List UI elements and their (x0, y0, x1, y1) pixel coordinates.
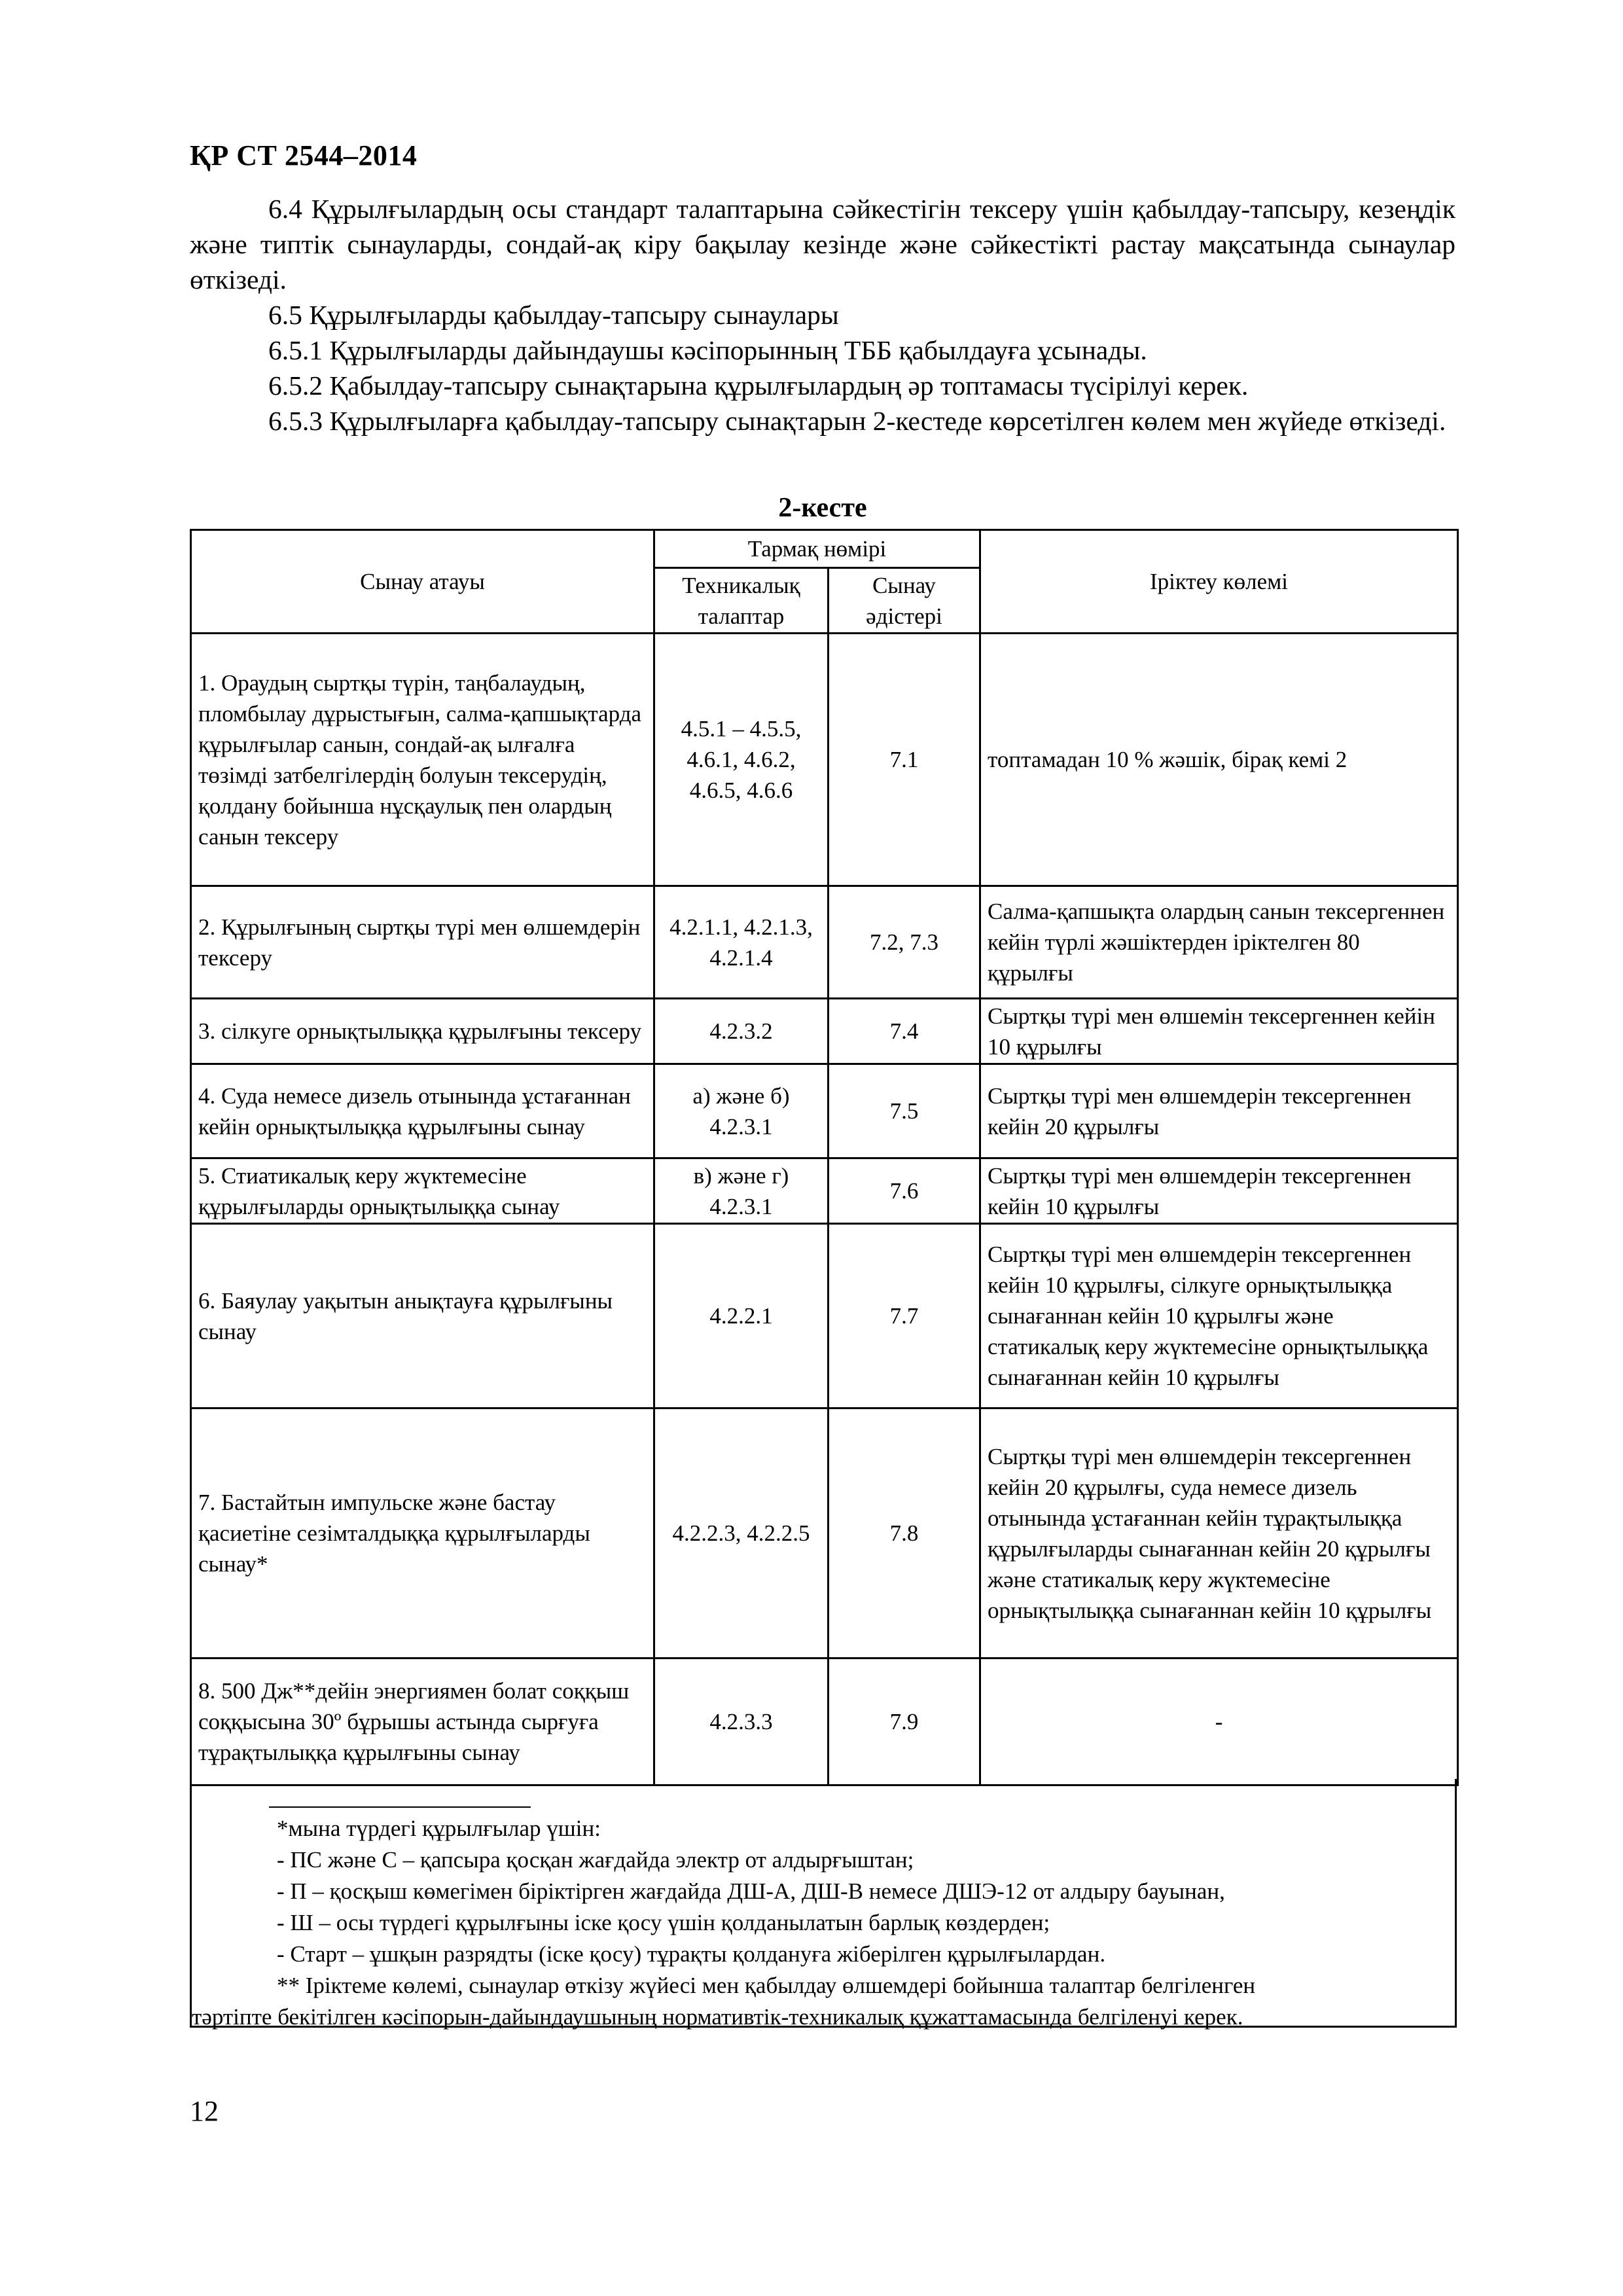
table-header-row (191, 530, 1458, 568)
paragraph: 6.5 Құрылғыларды қабылдау-тапсыру сынаулары (268, 300, 839, 330)
cell-method: 7.8 (829, 1408, 980, 1659)
cell-method: 7.6 (829, 1158, 980, 1224)
table-row (191, 1408, 1458, 1659)
document-header: ҚР СТ 2544–2014 (190, 139, 418, 171)
paragraph: 6.5.2 Қабылдау-тапсыру сынақтарына құрылғылардың әр топтамасы түсірілуі керек. (268, 370, 1249, 401)
header-clause-number: Тармақ нөмірі (654, 530, 980, 568)
cell-test-name: 1. Ораудың сыртқы түрін, таңбалаудың, пломбылау дұрыстығын, салма-қапшықтарда құрылғылар санын, сондай-ақ ылғалға төзімді затбелгілердің болуын тексерудің, қолдану бойынша нұсқаулық пен олардың санын тексеру (191, 634, 654, 886)
note-line: - ПС және С – қапсыра қосқан жағдайда электр от алдырғыштан; (277, 1847, 914, 1873)
cell-tech: 4.2.3.2 (654, 999, 829, 1064)
footnote-start: ** Іріктеме көлемі, сынаулар өткізу жүйесі мен қабылдау өлшемдері бойынша талаптар белгіленген (277, 1973, 1256, 1998)
body-text (190, 191, 1455, 439)
paragraph: 6.4 Құрылғылардың осы стандарт талаптарына сәйкестігін тексеру үшін қабылдау-тапсыру, кезеңдік және типтік сынауларды, сондай-ақ кіру бақылау кезінде және сәйкестікті растау мақсатында сынаулар өткізеді. (190, 194, 1455, 295)
cell-method: 7.5 (829, 1064, 980, 1158)
cell-test-name: 2. Құрылғының сыртқы түрі мен өлшемдерін тексеру (191, 886, 654, 999)
cell-tech: 4.2.2.1 (654, 1224, 829, 1408)
cell-sample: Сыртқы түрі мен өлшемдерін тексергеннен кейін 20 құрылғы, суда немесе дизель отынында ұстағаннан кейін тұрақтылыққа құрылғыларды сынағаннан кейін 20 құрылғы және статикалық керу жүктемесіне орнықтылыққа сынағаннан кейін 10 құрылғы (980, 1408, 1458, 1659)
cell-sample: Сыртқы түрі мен өлшемдерін тексергеннен кейін 10 құрылғы (980, 1158, 1458, 1224)
note-line: - Старт – ұшқын разрядты (іске қосу) тұрақты қолдануға жіберілген құрылғылардан. (277, 1941, 1106, 1967)
cell-test-name: 4. Суда немесе дизель отынында ұстағаннан кейін орнықтылыққа құрылғыны сынау (191, 1064, 654, 1158)
cell-method: 7.1 (829, 634, 980, 886)
cell-sample: топтамадан 10 % жәшік, бірақ кемі 2 (980, 634, 1458, 886)
header-test-methods: Сынау әдістері (829, 568, 980, 634)
cell-sample: Сыртқы түрі мен өлшемдерін тексергеннен кейін 20 құрылғы (980, 1064, 1458, 1158)
note-line: - П – қосқыш көмегімен біріктірген жағдайда ДШ-А, ДШ-В немесе ДШЭ-12 от алдыру бауынан, (277, 1878, 1225, 1904)
cell-test-name: 6. Баяулау уақытын анықтауға құрылғыны сынау (191, 1224, 654, 1408)
cell-method: 7.2, 7.3 (829, 886, 980, 999)
table-title: 2-кесте (778, 493, 867, 523)
cell-method: 7.9 (829, 1659, 980, 1785)
note-line: *мына түрдегі құрылғылар үшін: (277, 1816, 601, 1841)
header-tech-requirements: Техникалық талаптар (654, 568, 829, 634)
cell-sample: Салма-қапшықта олардың санын тексергеннен кейін түрлі жәшіктерден іріктелген 80 құрылғы (980, 886, 1458, 999)
cell-test-name: 3. сілкуге орнықтылыққа құрылғыны тексеру (191, 999, 654, 1064)
cell-tech: 4.2.3.3 (654, 1659, 829, 1785)
test-table (190, 529, 1459, 1786)
cell-sample: Сыртқы түрі мен өлшемін тексергеннен кейін 10 құрылғы (980, 999, 1458, 1064)
table-row (191, 1158, 1458, 1224)
footnote-end: тәртіпте бекітілген кәсіпорын-дайындаушының нормативтік-техникалық құжаттамасында белгіленуі керек. (192, 2004, 1243, 2030)
footnote-divider (269, 1806, 531, 1808)
cell-test-name: 8. 500 Дж**дейін энергиямен болат соққыш соққысына 30º бұрышы астында сырғуға тұрақтылыққа құрылғыны сынау (191, 1659, 654, 1785)
table-row (191, 999, 1458, 1064)
cell-method: 7.4 (829, 999, 980, 1064)
table-row (191, 1224, 1458, 1408)
cell-tech: 4.5.1 – 4.5.5, 4.6.1, 4.6.2, 4.6.5, 4.6.6 (654, 634, 829, 886)
cell-tech: в) және г) 4.2.3.1 (654, 1158, 829, 1224)
paragraph: 6.5.1 Құрылғыларды дайындаушы кәсіпорынның ТББ қабылдауға ұсынады. (268, 335, 1147, 365)
table-row (191, 634, 1458, 886)
table-notes (190, 1779, 1457, 2028)
cell-test-name: 7. Бастайтын импульске және бастау қасиетіне сезімталдыққа құрылғыларды сынау* (191, 1408, 654, 1659)
header-test-name: Сынау атауы (191, 530, 654, 634)
cell-tech: 4.2.1.1, 4.2.1.3, 4.2.1.4 (654, 886, 829, 999)
table-row (191, 1064, 1458, 1158)
cell-sample: Сыртқы түрі мен өлшемдерін тексергеннен кейін 10 құрылғы, сілкуге орнықтылыққа сынағаннан кейін 10 құрылғы және статикалық керу жүктемесіне орнықтылыққа сынағаннан кейін 10 құрылғы (980, 1224, 1458, 1408)
table-row (191, 1659, 1458, 1785)
cell-tech: 4.2.2.3, 4.2.2.5 (654, 1408, 829, 1659)
cell-sample: - (980, 1659, 1458, 1785)
cell-method: 7.7 (829, 1224, 980, 1408)
page-number: 12 (190, 2095, 219, 2127)
cell-test-name: 5. Стиатикалық керу жүктемесіне құрылғыларды орнықтылыққа сынау (191, 1158, 654, 1224)
paragraph: 6.5.3 Құрылғыларға қабылдау-тапсыру сынақтарын 2-кестеде көрсетілген көлем мен жүйеде өткізеді. (268, 406, 1446, 436)
table-row (191, 886, 1458, 999)
header-sample-size: Іріктеу көлемі (980, 530, 1458, 634)
cell-tech: а) және б) 4.2.3.1 (654, 1064, 829, 1158)
note-line: - Ш – осы түрдегі құрылғыны іске қосу үшін қолданылатын барлық көздерден; (277, 1910, 1050, 1935)
